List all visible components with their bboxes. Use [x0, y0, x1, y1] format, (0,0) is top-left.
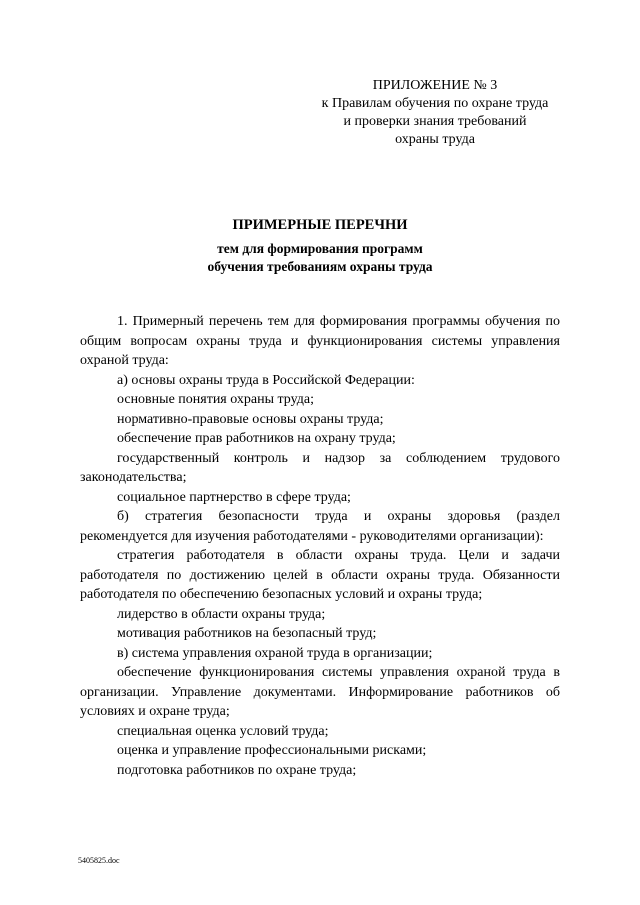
list-item: нормативно-правовые основы охраны труда;: [117, 411, 384, 427]
list-item: б) стратегия безопасности труда и охраны здоровья (раздел рекомендуется для изучения работодателями - руководителями организации):: [80, 509, 560, 544]
appendix-ref-line: и проверки знания требований: [343, 114, 527, 129]
document-title: ПРИМЕРНЫЕ ПЕРЕЧНИ: [232, 217, 408, 233]
list-item: а) основы охраны труда в Российской Федерации:: [117, 372, 415, 388]
list-item: в) система управления охраной труда в организации;: [117, 645, 433, 661]
list-item: мотивация работников на безопасный труд;: [117, 626, 377, 641]
list-item: обеспечение прав работников на охрану труда;: [117, 431, 396, 446]
list-item: государственный контроль и надзор за соблюдением трудового законодательства;: [80, 450, 560, 485]
subtitle-line: обучения требованиям охраны труда: [207, 259, 433, 274]
subtitle-line: тем для формирования программ: [217, 241, 423, 256]
list-item: подготовка работников по охране труда;: [117, 762, 357, 778]
document-subtitle: [0, 240, 640, 276]
document-body: [80, 312, 560, 780]
paragraph: 1. Примерный перечень тем для формирования программы обучения по общим вопросам охраны труда и функционирования системы управления охраной труда:: [80, 314, 560, 368]
paragraph: обеспечение функционирования системы управления охраной труда в организации. Управление документами. Информирование работников об условиях и охране труда;: [80, 665, 560, 719]
list-item: лидерство в области охраны труда;: [117, 606, 326, 622]
appendix-number: ПРИЛОЖЕНИЕ № 3: [372, 78, 498, 93]
list-item: основные понятия охраны труда;: [117, 392, 314, 407]
list-item: специальная оценка условий труда;: [117, 723, 329, 739]
list-item: социальное партнерство в сфере труда;: [117, 489, 351, 505]
paragraph: стратегия работодателя в области охраны труда. Цели и задачи работодателя по достижению целей в области охраны труда. Обязанности работодателя по обеспечению безопасных условий и охраны труда;: [80, 548, 560, 602]
appendix-ref-line: охраны труда: [395, 132, 475, 147]
list-item: оценка и управление профессиональными рисками;: [117, 743, 427, 758]
file-name-footer: 5405825.doc: [78, 856, 120, 865]
appendix-ref-line: к Правилам обучения по охране труда: [321, 96, 549, 111]
appendix-header: [290, 77, 580, 149]
